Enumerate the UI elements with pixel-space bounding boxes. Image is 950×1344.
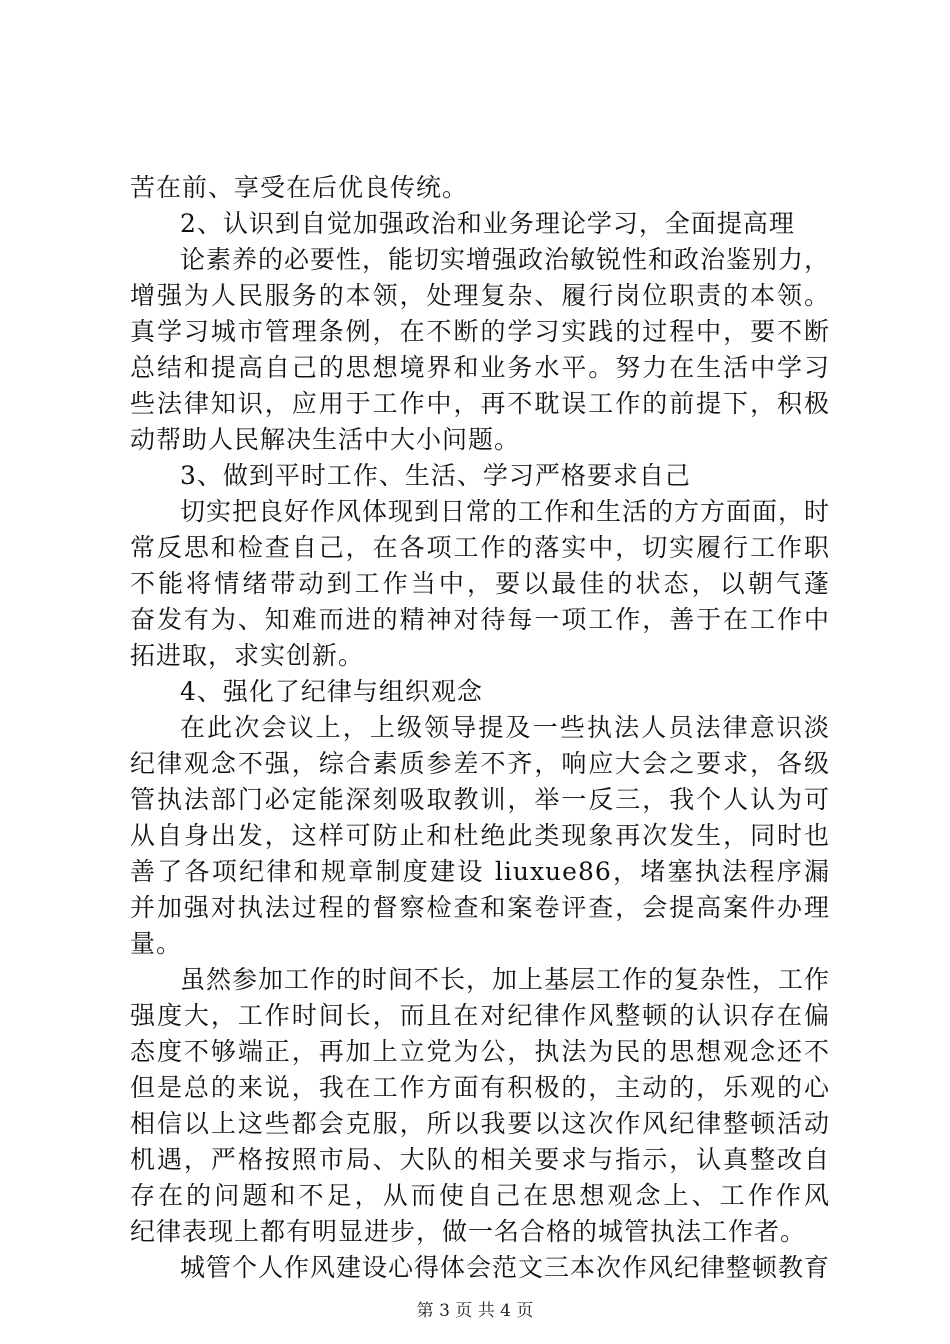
text-line: 真学习城市管理条例，在不断的学习实践的过程中，要不断	[130, 317, 830, 346]
text-line: 态度不够端正，再加上立党为公，执法为民的思想观念还不	[130, 1037, 830, 1066]
text-line: 纪律观念不强，综合素质参差不齐，响应大会之要求，各级	[130, 749, 830, 778]
text-line: 动帮助人民解决生活中大小问题。	[130, 425, 521, 454]
text-line: 纪律表现上都有明显进步，做一名合格的城管执法工作者。	[130, 1217, 807, 1246]
text-line: 管执法部门必定能深刻吸取教训，举一反三，我个人认为可	[130, 785, 830, 814]
text-line: 量。	[130, 929, 183, 958]
text-line: 并加强对执法过程的督察检查和案卷评查，会提高案件办理	[130, 893, 830, 922]
text-line: 强度大，工作时间长，而且在对纪律作风整顿的认识存在偏	[130, 1001, 830, 1030]
text-line: 切实把良好作风体现到日常的工作和生活的方方面面，时	[180, 497, 830, 526]
text-line: 机遇，严格按照市局、大队的相关要求与指示，认真整改自	[130, 1145, 830, 1174]
text-line: 但是总的来说，我在工作方面有积极的，主动的，乐观的心	[130, 1073, 830, 1102]
text-line: 总结和提高自己的思想境界和业务水平。努力在生活中学习	[130, 353, 830, 382]
text-line: 增强为人民服务的本领，处理复杂、履行岗位职责的本领。	[130, 281, 830, 310]
text-line: 存在的问题和不足，从而使自己在思想观念上、工作作风	[130, 1181, 830, 1210]
text-line: 苦在前、享受在后优良传统。	[130, 173, 469, 202]
page-number-footer: 第 3 页 共 4 页	[416, 1301, 534, 1321]
text-line: 相信以上这些都会克服，所以我要以这次作风纪律整顿活动	[130, 1109, 830, 1138]
section-heading: 4、强化了纪律与组织观念	[180, 677, 483, 706]
text-line: 论素养的必要性，能切实增强政治敏锐性和政治鉴别力，	[180, 245, 830, 274]
text-line: 城管个人作风建设心得体会范文三本次作风纪律整顿教育	[180, 1253, 830, 1282]
text-line: 拓进取，求实创新。	[130, 641, 365, 670]
text-line: 奋发有为、知难而进的精神对待每一项工作，善于在工作中	[130, 605, 830, 634]
text-line: 虽然参加工作的时间不长，加上基层工作的复杂性，工作	[180, 965, 830, 994]
text-line: 在此次会议上，上级领导提及一些执法人员法律意识淡	[180, 713, 830, 742]
section-heading: 3、做到平时工作、生活、学习严格要求自己	[180, 461, 691, 490]
text-line: 善了各项纪律和规章制度建设 liuxue86，堵塞执法程序漏	[130, 857, 830, 886]
text-line: 常反思和检查自己，在各项工作的落实中，切实履行工作职	[130, 533, 830, 562]
text-line: 些法律知识，应用于工作中，再不耽误工作的前提下，积极	[130, 389, 830, 418]
text-line: 不能将情绪带动到工作当中，要以最佳的状态，以朝气蓬	[130, 569, 830, 598]
text-line: 从自身出发，这样可防止和杜绝此类现象再次发生，同时也	[130, 821, 830, 850]
section-heading: 2、认识到自觉加强政治和业务理论学习，全面提高理	[180, 209, 795, 238]
